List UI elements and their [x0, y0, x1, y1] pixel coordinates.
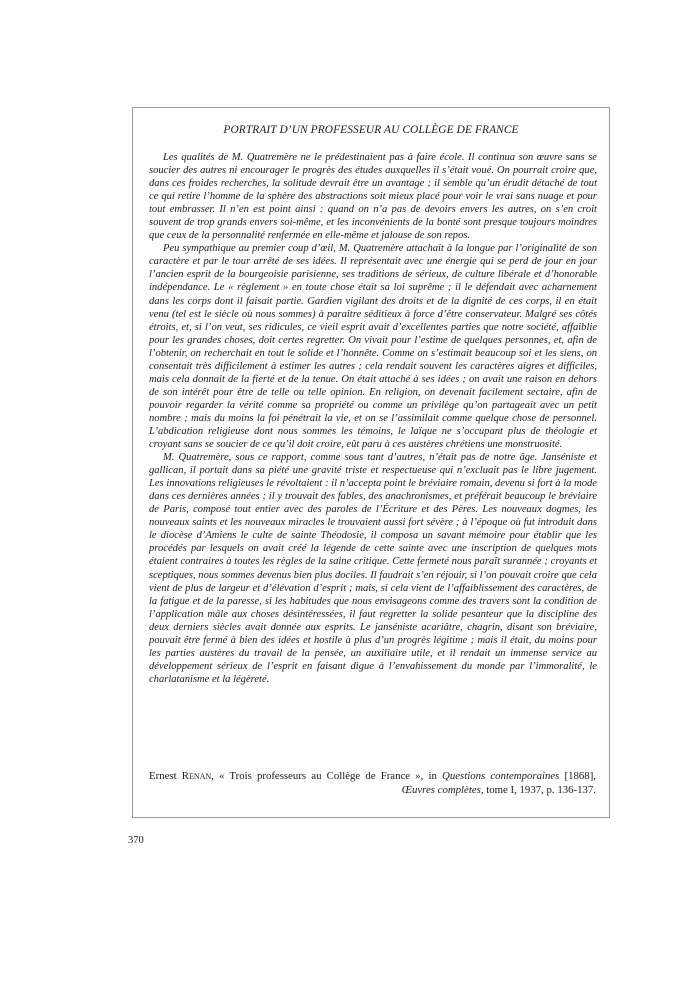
citation: [149, 770, 596, 797]
citation-details: , tome I, 1937, p. 136-137.: [480, 783, 596, 796]
citation-author-first: Ernest: [149, 770, 177, 782]
citation-collection: Œuvres complètes: [401, 783, 481, 796]
citation-author-last: Renan: [181, 770, 212, 782]
citation-work-title: Questions contemporaines: [442, 770, 560, 782]
paragraph-3: M. Quatremère, sous ce rapport, comme sous tant d’autres, n’était pas de notre âge. Janséniste et gallican, il portait dans sa piété une gravité triste et respectueuse qui n’excluait pas le libre jugement. Les innovations religieuses le révoltaient : il n’accepta point le bréviaire romain, devenu si fort à la mode dans ces dernières années ; il y trouvait des fables, des anachronismes, et préférait beaucoup le bréviaire de Paris, composé tout entier avec des paroles de l’Écriture et des Pères. Les nouveaux dogmes, les nouveaux saints et les nouveaux miracles le trouvaient aussi fort sévère ; à l’époque où fut introduit dans le diocèse d’Amiens le culte de sainte Théodosie, il composa un savant mémoire pour établir que les procédés par lesquels on avait créé la légende de cette sainte avec une inscription de quelques mots étaient contraires à toutes les règles de la saine critique. Cette fermeté nous paraît surannée ; croyants et sceptiques, nous sommes devenus bien plus dociles. Il faudrait s’en réjouir, si l’on pouvait croire que cela vient de plus de largeur et d’élévation d’esprit ; mais, si cela vient de l’affaiblissement des caractères, de la fatigue et de la paresse, si les habitudes que nous envisageons comme des travers sont la condition de l’application mâle aux choses désintéressées, il faut regretter la solide pesanteur que la discipline des deux derniers siècles avait donnée aux esprits. Le janséniste acariâtre, chagrin, disant son bréviaire, pouvait être fermé à bien des idées et hostile à plus d’un progrès légitime ; mais il était, du moins pour les parties austères du travail de la pensée, un auxiliaire utile, et il rendait un immense service au développement sérieux de l’esprit en faisant digue à l’envahissement du monde par l’immoralité, le charlatanisme et la légèreté.: [149, 452, 597, 685]
body-text: [149, 151, 597, 686]
citation-year: [1868],: [559, 770, 596, 782]
page-title: PORTRAIT D’UN PROFESSEUR AU COLLÈGE DE FRANCE: [223, 124, 519, 136]
page-number: 370: [128, 835, 144, 846]
citation-text: , « Trois professeurs au Collège de France », in: [211, 770, 443, 782]
paragraph-2: Peu sympathique au premier coup d’œil, M. Quatremère attachait à la longue par l’originalité de son caractère et par le tour arrêté de ses idées. Il représentait avec une énergie qui se perd de jour en jour l’ancien esprit de la bourgeoisie parisienne, ses traditions de sérieux, de culture libérale et d’honorable indépendance. Le « règlement » en toute chose était sa loi suprême ; il le défendait avec acharnement dans les corps dont il faisait partie. Gardien vigilant des droits et de la dignité de ces corps, il en était venu (tel est le siècle où nous sommes) à paraître séditieux à force d’être conservateur. Malgré ses côtés étroits, et, si l’on veut, ses ridicules, ce vieil esprit avait d’excellentes parties que notre société, affaiblie pour les grandes choses, doit certes regretter. On vivait pour l’estime de quelques personnes, et, afin de l’obtenir, on recherchait en tout le solide et l’honnête. Comme on s’estimait beaucoup soi et les siens, on consentait très difficilement à estimer les autres ; cela rendait souvent les caractères aigres et difficiles, mais cela donnait de la fierté et de la tenue. On était attaché à ses idées ; on avait une raison en dehors de son intérêt pour être de telle ou telle opinion. En religion, on devenait facilement sectaire, afin de pouvoir regarder la vérité comme sa propriété ou comme un privilège qu’on partageait avec un petit nombre ; mais du moins la foi pénétrait la vie, et on se l’assimilait comme quelque chose de personnel. L’abdication religieuse dont nous sommes les témoins, le laïque ne s’occupant plus de théologie et croyant sans se soucier de ce qu’il doit croire, eût paru à ces austères chrétiens une monstruosité.: [149, 243, 597, 451]
paragraph-1: Les qualités de M. Quatremère ne le prédestinaient pas à faire école. Il continua son œuvre sans se soucier des autres ni encourager le progrès des études auxquelles il s’était voué. On pourrait croire que, dans ces froides recherches, la solitude devrait être un avantage ; il semble qu’un érudit détaché de tout ce qui retire l’homme de la sphère des abstractions soit mieux placé pour voir le vrai sans nuage et pour tout embrasser. Il n’en est point ainsi : quand on n’a pas de devoirs envers les autres, on s’en croit souvent de trop grands envers soi-même, et les inconvénients de la bonté sont presque toujours moindres que ceux de la personnalité renfermée en elle-même et jalouse de son repos.: [149, 152, 597, 242]
